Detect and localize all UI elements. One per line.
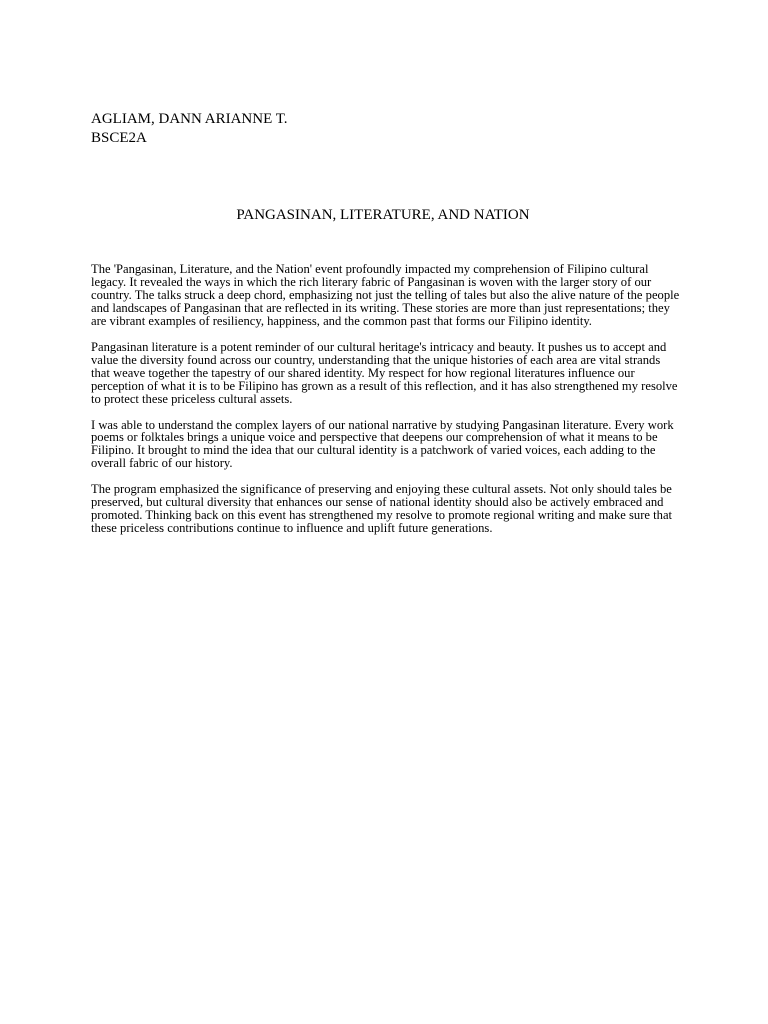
author-section: BSCE2A — [91, 130, 147, 146]
paragraph-4: The program emphasized the significance of preserving and enjoying these cultural assets. Not only should tales be preserved, but cultural diversity that enhances our sense of national identity should also be actively embraced and promoted. Thinking back on this event has strengthened my resolve to promote regional writing and make sure that these priceless contributions continue to influence and uplift future generations. — [91, 482, 673, 536]
paragraph-2: Pangasinan literature is a potent reminder of our cultural heritage's intricacy and beauty. It pushes us to accept and value the diversity found across our country, understanding that the unique histories of each area are vital strands that weave together the tapestry of our shared identity. My respect for how regional literatures influence our perception of what it is to be Filipino has grown as a result of this reflection, and it has also strengthened my resolve to protect these priceless cultural assets. — [91, 339, 678, 406]
author-block — [91, 110, 288, 148]
paragraph-3: I was able to understand the complex layers of our national narrative by studying Pangasinan literature. Every work poems or folktales brings a unique voice and perspective that deepens our comprehension of what it means to be Filipino. It brought to mind the idea that our cultural identity is a patchwork of varied voices, each adding to the overall fabric of our history. — [91, 417, 674, 471]
paragraph-1: The 'Pangasinan, Literature, and the Nation' event profoundly impacted my comprehension of Filipino cultural legacy. It revealed the ways in which the rich literary fabric of Pangasinan is woven with the larger story of our country. The talks struck a deep chord, emphasizing not just the telling of tales but also the alive nature of the people and landscapes of Pangasinan that are reflected in its writing. These stories are more than just representations; they are vibrant examples of resiliency, happiness, and the common past that forms our Filipino identity. — [91, 262, 680, 328]
author-name: AGLIAM, DANN ARIANNE T. — [91, 111, 288, 127]
document-title: PANGASINAN, LITERATURE, AND NATION — [236, 207, 530, 223]
document-body — [91, 263, 681, 548]
